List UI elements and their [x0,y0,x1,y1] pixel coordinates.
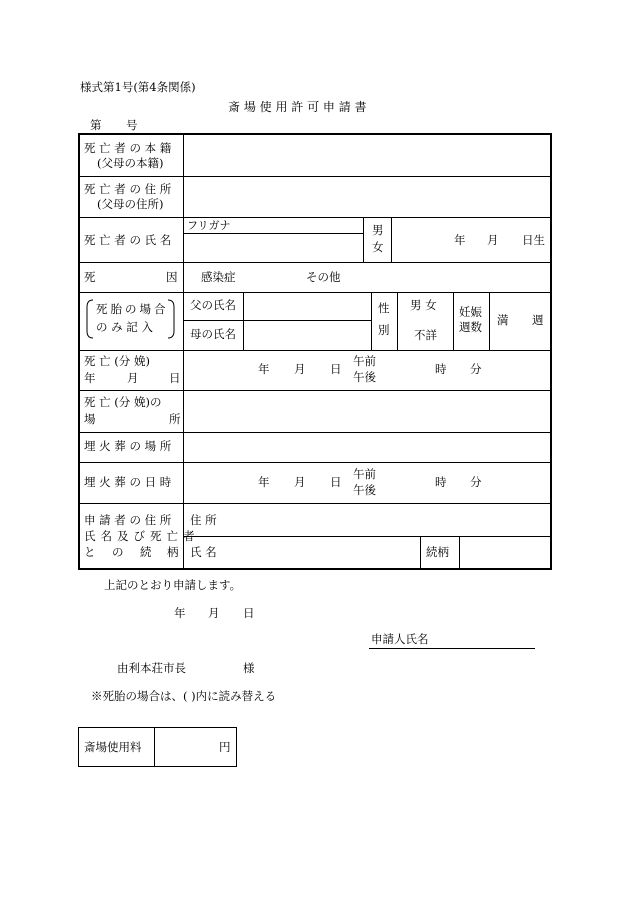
pregnancy-label-1: 妊娠 [459,305,482,319]
applicant-label-3b: の [112,545,124,559]
full-label: 満 [497,313,509,327]
applicant-label-3d: 柄 [167,545,179,559]
death-place-label-sho: 所 [169,412,181,426]
jusho-label: 死 亡 者 の 住 所 [84,182,172,196]
fee-label: 斎場使用料 [84,740,142,754]
relation-label: 続柄 [426,545,449,559]
cremation-month: 月 [294,475,306,489]
death-minute: 分 [470,362,482,376]
left-paren-bracket [86,299,94,339]
cremation-place-label: 埋 火 葬 の 場 所 [84,439,172,453]
death-day: 日 [330,362,342,376]
birth-year: 年 [454,233,466,247]
weeks-label: 週 [532,313,544,327]
death-datetime-label: 死 亡 (分 娩) [84,354,150,368]
cremation-hour: 時 [435,475,447,489]
cremation-datetime-label: 埋 火 葬 の 日 時 [84,475,172,489]
sex-female[interactable]: 女 [372,240,384,254]
addressee-honorific: 様 [243,661,255,675]
submit-day: 日 [243,606,255,620]
note: ※死胎の場合は、( )内に読み替える [91,689,277,703]
applicant-label-3a: と [84,545,96,559]
fee-unit: 円 [219,740,231,754]
stillbirth-sublabel: の み 記 入 [96,320,153,334]
death-month: 月 [294,362,306,376]
birth-month: 月 [487,233,499,247]
stillbirth-label: 死胎の場合 [96,302,169,316]
shiin-label-right: 因 [166,270,178,284]
stillbirth-unknown[interactable]: 不詳 [414,328,437,342]
cause-infectious[interactable]: 感染症 [201,270,236,284]
submit-year: 年 [174,606,186,620]
addressee: 由利本荘市長 [117,661,186,675]
death-year: 年 [258,362,270,376]
applicant-signature-label: 申請人氏名 [371,632,429,646]
death-place-label-ba: 場 [84,412,96,426]
applicant-label-3c: 続 [140,545,152,559]
death-datetime-label-month: 月 [127,371,139,385]
number-prefix: 第 [90,118,102,132]
death-place-label: 死 亡 (分 娩)の [84,395,162,409]
shiin-label-left: 死 [84,270,96,284]
honseki-sublabel: (父母の本籍) [97,156,164,170]
death-datetime-label-year: 年 [84,371,96,385]
death-pm[interactable]: 午後 [353,370,376,384]
submit-month: 月 [208,606,220,620]
mother-name-label: 母の氏名 [190,327,236,341]
death-am[interactable]: 午前 [353,354,376,368]
page-title: 斎 場 使 用 許 可 申 請 書 [228,100,367,114]
sex-label-2: 別 [378,323,390,337]
furigana-label: フリガナ [187,219,231,232]
death-hour: 時 [435,362,447,376]
form-number: 様式第1号(第4条関係) [80,80,196,94]
sex-male[interactable]: 男 [372,223,384,237]
birth-day: 日生 [522,233,545,247]
applicant-address-label: 住 所 [190,513,217,527]
shimei-label: 死 亡 者 の 氏 名 [84,233,172,247]
cremation-minute: 分 [470,475,482,489]
applicant-name-label: 氏 名 [190,545,217,559]
number-suffix: 号 [126,118,138,132]
cremation-day: 日 [330,475,342,489]
cause-other[interactable]: その他 [306,270,341,284]
honseki-label: 死 亡 者 の 本 籍 [84,141,172,155]
stillbirth-male-female[interactable]: 男 女 [410,298,437,312]
applicant-label-2: 氏名及び死亡者 [84,529,200,543]
father-name-label: 父の氏名 [190,298,236,312]
cremation-year: 年 [258,475,270,489]
signature-line [369,648,535,649]
applicant-label-1: 申 請 者 の 住 所 [84,513,172,527]
sex-label-1: 性 [378,301,390,315]
cremation-am[interactable]: 午前 [353,467,376,481]
statement: 上記のとおり申請します。 [104,578,242,592]
death-datetime-label-day: 日 [169,371,181,385]
pregnancy-label-2: 週数 [459,320,482,334]
jusho-sublabel: (父母の住所) [97,197,164,211]
cremation-pm[interactable]: 午後 [353,483,376,497]
